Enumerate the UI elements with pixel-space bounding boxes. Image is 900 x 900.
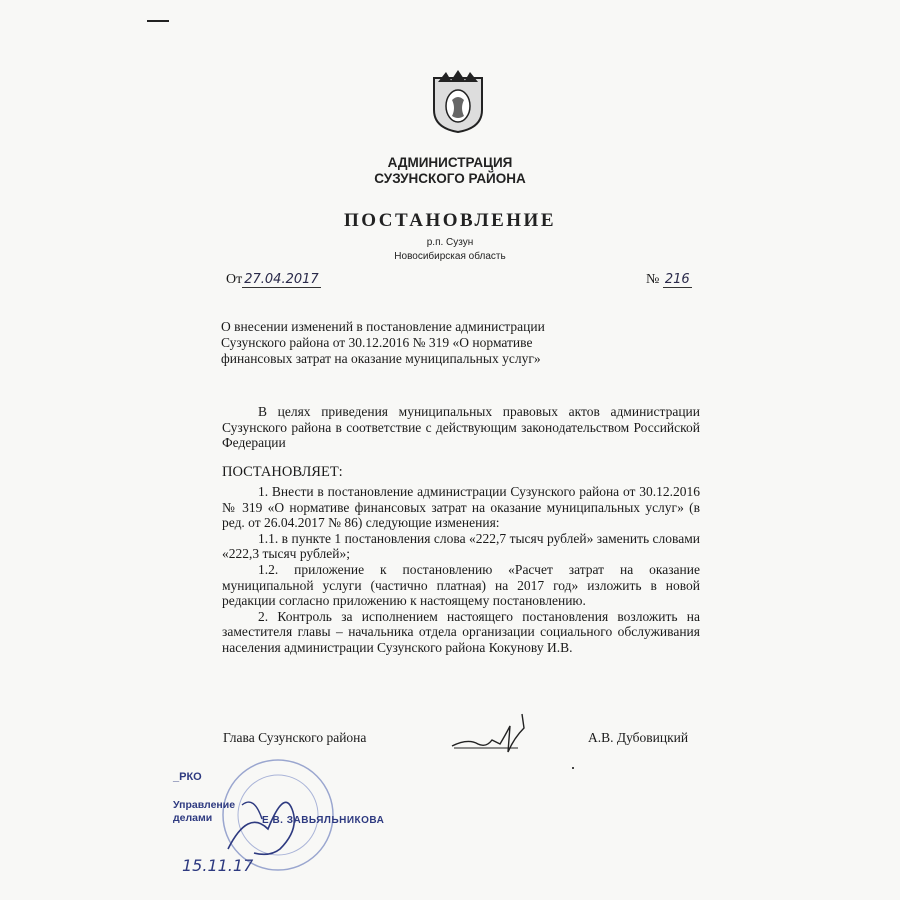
organization-name — [0, 155, 900, 187]
signer-name: А.В. Дубовицкий — [588, 730, 689, 745]
date-value: 27.04.2017 — [244, 272, 319, 287]
item-2: 2. Контроль за исполнением настоящего постановления возложить на заместителя главы – начальника отдела организации социального обслуживания населения администрации Сузунского района Кокунову И.В. — [222, 608, 700, 655]
stamp-name: Е.В. ЗАВЬЯЛЬНИКОВА — [262, 815, 385, 826]
subject-line-1: О внесении изменений в постановление администрации — [221, 319, 545, 334]
document-subject — [221, 319, 601, 367]
subject-line-2: Сузунского района от 30.12.2016 № 319 «О нормативе — [221, 335, 533, 350]
document-number — [646, 272, 692, 288]
place-line-2: Новосибирская область — [394, 251, 506, 262]
number-value: 216 — [664, 272, 690, 287]
stamp-line-1: Управление — [173, 799, 236, 811]
number-prefix: № — [646, 272, 660, 287]
item-1-2: 1.2. приложение к постановлению «Расчет затрат на оказание муниципальной услуги (частично платная) на 2017 год» изложить в новой редакции согласно приложению к настоящему постановлению. — [222, 561, 700, 609]
date-prefix: От — [226, 272, 243, 287]
org-line-1: АДМИНИСТРАЦИЯ — [387, 155, 513, 170]
ink-dot — [572, 767, 574, 769]
signer-position: Глава Сузунского района — [223, 730, 367, 745]
place-line-1: р.п. Сузун — [426, 237, 474, 248]
intro-paragraph: В целях приведения муниципальных правовых актов администрации Сузунского района в соответствие с действующим законодательством Российской Федерации — [222, 404, 700, 451]
place — [0, 236, 900, 264]
item-1: 1. Внести в постановление администрации Сузунского района от 30.12.2016 № 319 «О нормативе финансовых затрат на оказание муниципальных услуг» (в ред. от 26.04.2017 № 86) следующие изменения: — [222, 484, 700, 531]
document-date — [226, 272, 321, 288]
resolution-items — [222, 484, 700, 656]
signature-icon — [448, 708, 548, 758]
org-line-2: СУЗУНСКОГО РАЙОНА — [374, 171, 526, 186]
stamp-date: 15.11.17 — [182, 856, 254, 875]
resolves-heading: ПОСТАНОВЛЯЕТ: — [222, 464, 343, 480]
document-type: ПОСТАНОВЛЕНИЕ — [343, 210, 557, 231]
stamp-line-2: делами — [173, 812, 213, 824]
scan-mark — [147, 20, 169, 22]
item-1-1: 1.1. в пункте 1 постановления слова «222,7 тысяч рублей» заменить словами «222,3 тысяч рублей»; — [222, 530, 700, 562]
coat-of-arms-icon — [430, 70, 486, 134]
subject-line-3: финансовых затрат на оказание муниципальных услуг» — [221, 351, 541, 366]
stamp-rko: _РКО — [173, 771, 202, 783]
